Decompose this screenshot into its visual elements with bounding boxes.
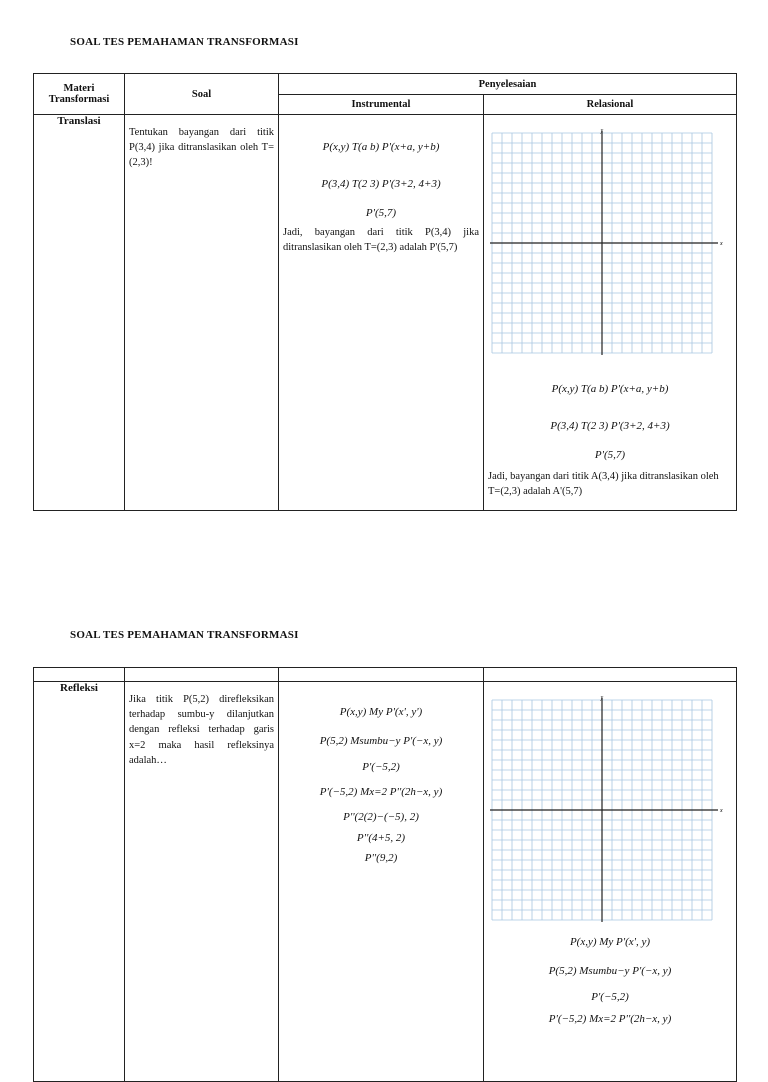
- y-axis-label: y: [600, 129, 604, 134]
- transformation-table-2: [33, 667, 737, 1082]
- step-line: P(5,2) Msumbu−y P'(−x, y): [319, 735, 443, 747]
- x-axis-label: x: [720, 808, 723, 814]
- cartesian-grid: [490, 696, 726, 922]
- question-cell: [125, 682, 279, 1082]
- header-instrumental: Instrumental: [279, 95, 484, 115]
- empty-header-cell: [279, 668, 484, 682]
- step-line: P(3,4) T(2 3) P'(3+2, 4+3): [550, 420, 670, 432]
- question-refleksi: Jika titik P(5,2) direfleksikan terhadap sumbu-y dilanjutkan dengan refleksi terhadap garis x=2 maka hasil refleksinya adalah…: [129, 694, 274, 766]
- header-materi: Materi Transformasi: [34, 74, 125, 115]
- step-line: P'(−5,2) Mx=2 P''(2h−x, y): [319, 786, 443, 798]
- step-line: P(5,2) Msumbu−y P'(−x, y): [548, 965, 672, 977]
- instrumental-cell: [279, 115, 484, 511]
- header-penyelesaian: Penyelesaian: [279, 74, 737, 95]
- step-line: P''(2(2)−(−5), 2): [343, 811, 419, 823]
- step-line: P'(5,7): [594, 449, 626, 461]
- question-cell: [125, 115, 279, 511]
- header-relasional: Relasional: [484, 95, 737, 115]
- step-line: P(3,4) T(2 3) P'(3+2, 4+3): [321, 178, 441, 190]
- topic-refleksi: Refleksi: [34, 682, 125, 1082]
- page-title: SOAL TES PEMAHAMAN TRANSFORMASI: [70, 36, 299, 48]
- empty-header-cell: [484, 668, 737, 682]
- relational-cell: [484, 682, 737, 1082]
- transformation-table-1: [33, 73, 737, 511]
- topic-translasi: Translasi: [34, 115, 125, 511]
- step-line: P(x,y) My P'(x', y): [569, 936, 651, 948]
- header-soal: Soal: [125, 74, 279, 115]
- step-line: P(x,y) T(a b) P'(x+a, y+b): [551, 383, 669, 395]
- relational-conclusion: Jadi, bayangan dari titik A(3,4) jika ditranslasikan oleh T=(2,3) adalah A'(5,7): [488, 471, 719, 497]
- instrumental-cell: [279, 682, 484, 1082]
- cartesian-grid: [490, 129, 726, 355]
- page-title: SOAL TES PEMAHAMAN TRANSFORMASI: [70, 629, 299, 641]
- x-axis-label: x: [720, 241, 723, 247]
- empty-header-cell: [34, 668, 125, 682]
- step-line: P''(9,2): [364, 852, 398, 864]
- step-line: P'(−5,2): [362, 761, 400, 773]
- step-line: P'(−5,2): [591, 991, 629, 1003]
- instrumental-conclusion: Jadi, bayangan dari titik P(3,4) jika ditranslasikan oleh T=(2,3) adalah P'(5,7): [283, 227, 479, 253]
- question-translasi: Tentukan bayangan dari titik P(3,4) jika ditranslasikan oleh T=(2,3)!: [129, 127, 274, 169]
- step-line: P'(−5,2) Mx=2 P''(2h−x, y): [548, 1013, 672, 1025]
- y-axis-label: y: [600, 696, 604, 701]
- step-line: P(x,y) My P'(x', y'): [339, 706, 423, 718]
- step-line: P(x,y) T(a b) P'(x+a, y+b): [322, 141, 440, 153]
- relational-cell: [484, 115, 737, 511]
- step-line: P'(5,7): [365, 207, 397, 219]
- step-line: P''(4+5, 2): [356, 832, 406, 844]
- empty-header-cell: [125, 668, 279, 682]
